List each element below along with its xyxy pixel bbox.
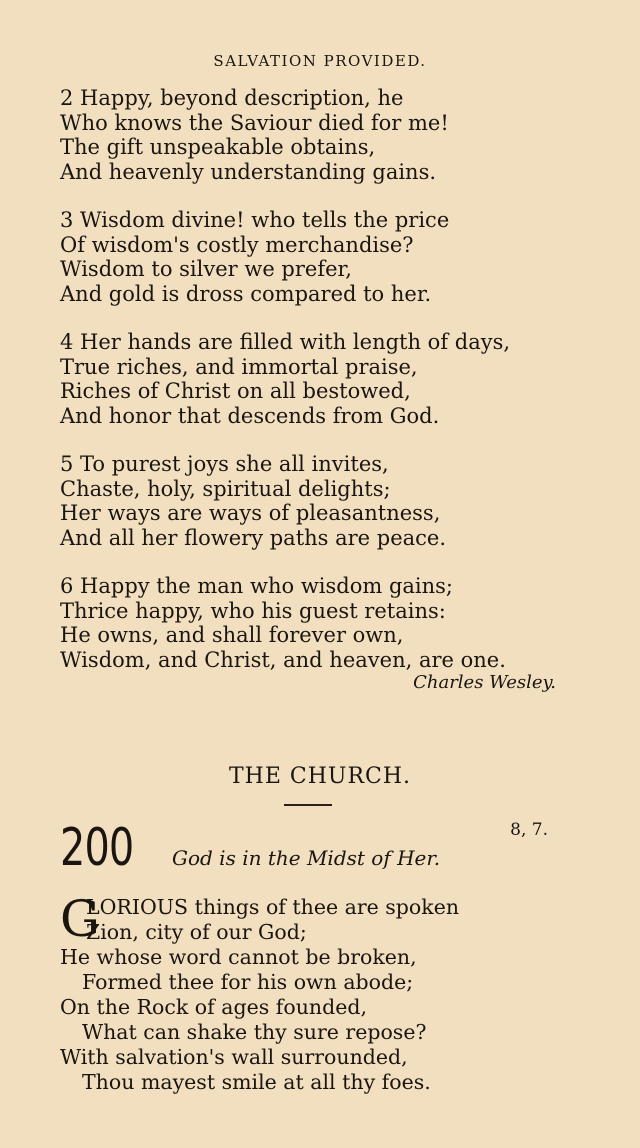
stanza-line: The gift unspeakable obtains, — [60, 135, 376, 159]
hymn-verse — [60, 890, 600, 1095]
stanza-line: And gold is dross compared to her. — [60, 281, 432, 306]
stanza-4 — [60, 330, 600, 428]
stanza-line: 2 Happy, beyond description, he — [60, 86, 404, 110]
stanza-6 — [60, 574, 600, 672]
running-head: SALVATION PROVIDED. — [213, 52, 427, 70]
stanza-line: Thrice happy, who his guest retains: — [60, 598, 446, 623]
section-rule — [284, 804, 332, 806]
hymn-line: What can shake thy sure repose? — [82, 1020, 427, 1044]
stanza-line: 6 Happy the man who wisdom gains; — [60, 574, 454, 598]
author-attribution: Charles Wesley. — [413, 672, 556, 693]
hymn-meter: 8, 7. — [510, 820, 548, 840]
hymn-line: On the Rock of ages founded, — [60, 995, 367, 1019]
stanza-line: Chaste, holy, spiritual delights; — [60, 476, 391, 501]
hymn-line: With salvation's wall surrounded, — [60, 1045, 408, 1069]
stanza-line: Her ways are ways of pleasantness, — [60, 501, 441, 525]
stanza-line: 5 To purest joys she all invites, — [60, 452, 389, 476]
hymn-line: Formed thee for his own abode; — [82, 970, 414, 994]
hymn-title: God is in the Midst of Her. — [172, 846, 441, 870]
stanza-line: And honor that descends from God. — [60, 403, 440, 428]
section-title: THE CHURCH. — [228, 764, 412, 789]
hymn-line: Zion, city of our God; — [86, 920, 307, 944]
hymn-line: Thou mayest smile at all thy foes. — [82, 1070, 431, 1094]
hymn-number: 200 — [60, 818, 134, 878]
stanza-2 — [60, 86, 600, 184]
drop-cap: G — [60, 890, 100, 948]
stanza-line: And heavenly understanding gains. — [60, 159, 437, 184]
stanza-line: He owns, and shall forever own, — [60, 623, 404, 647]
hymn-line: He whose word cannot be broken, — [60, 945, 417, 969]
stanza-line: Wisdom to silver we prefer, — [60, 257, 352, 281]
stanza-5 — [60, 452, 600, 550]
stanza-line: 4 Her hands are filled with length of days, — [60, 330, 511, 354]
stanza-line: True riches, and immortal praise, — [60, 354, 418, 379]
stanza-3 — [60, 208, 600, 306]
stanza-line: Who knows the Saviour died for me! — [60, 110, 449, 135]
stanza-line: 3 Wisdom divine! who tells the price — [60, 208, 450, 232]
stanza-line: Of wisdom's costly merchandise? — [60, 232, 414, 257]
stanza-line: Riches of Christ on all bestowed, — [60, 379, 411, 403]
stanza-line: And all her flowery paths are peace. — [60, 525, 447, 550]
hymn-line: LORIOUS things of thee are spoken — [86, 895, 460, 919]
stanza-line: Wisdom, and Christ, and heaven, are one. — [60, 647, 506, 672]
